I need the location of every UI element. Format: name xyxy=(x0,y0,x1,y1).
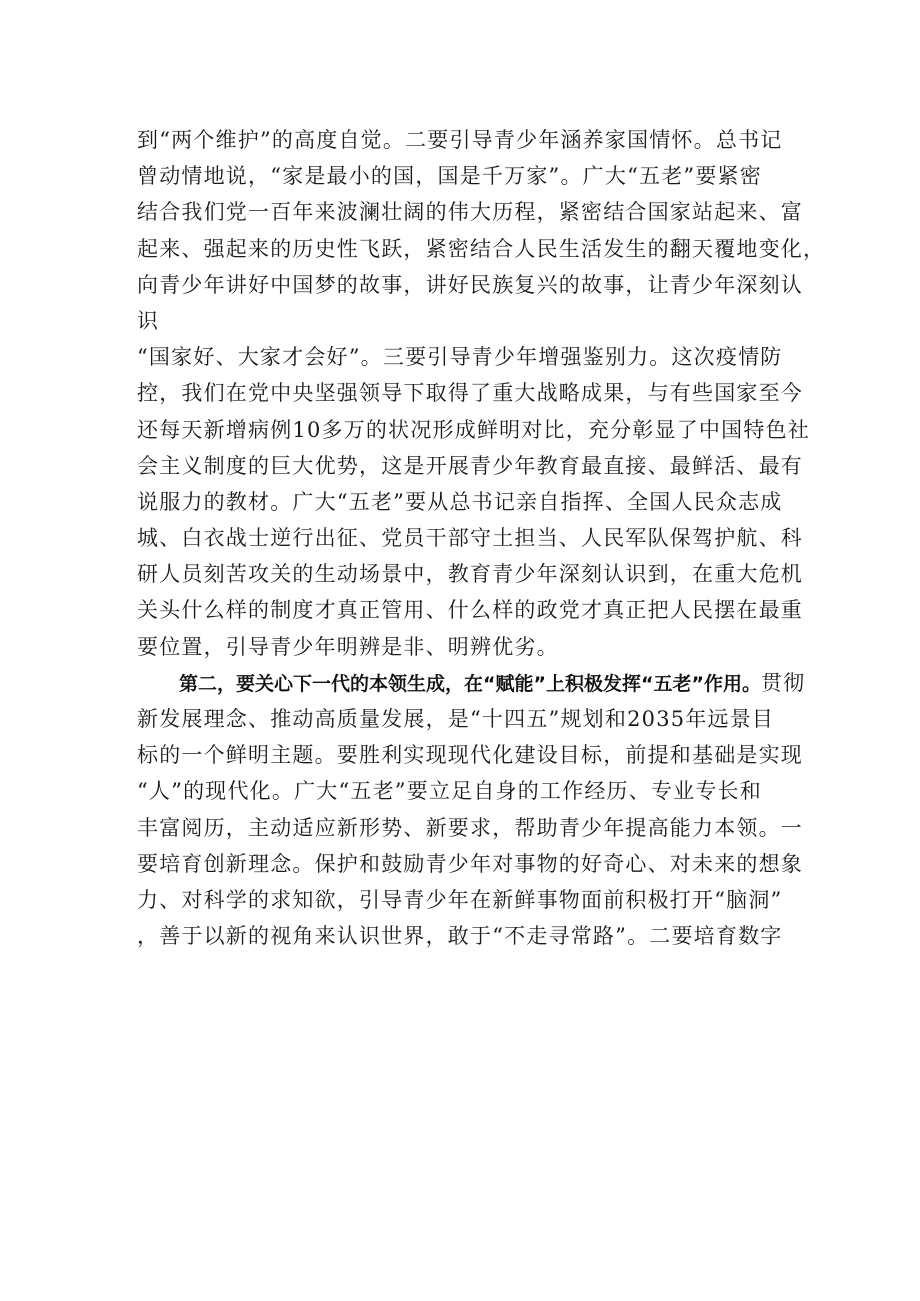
text-line: 丰富阅历，主动适应新形势、新要求，帮助青少年提高能力本领。一 xyxy=(137,815,803,840)
text-line: 关头什么样的制度才真正管用、什么样的政党才真正把人民摆在最重 xyxy=(137,598,803,623)
text-line: 控，我们在党中央坚强领导下取得了重大战略成果，与有些国家至今 xyxy=(137,381,803,406)
text-line: “国家好、大家才会好”。三要引导青少年增强鉴别力。这次疫情防 xyxy=(137,345,783,370)
text-line: 还每天新增病例10多万的状况形成鲜明对比，充分彰显了中国特色社 xyxy=(137,417,810,442)
text-line: 标的一个鲜明主题。要胜利实现现代化建设目标，前提和基础是实现 xyxy=(137,743,803,768)
text-line: 新发展理念、推动高质量发展，是“十四五”规划和2035年远景目 xyxy=(137,707,775,731)
text-line: 研人员刻苦攻关的生动场景中，教育青少年深刻认识到，在重大危机 xyxy=(137,562,803,587)
text-line: 说服力的教材。广大“五老”要从总书记亲自指挥、全国人民众志成 xyxy=(137,489,783,514)
text-line: 识 xyxy=(137,308,160,333)
text-line: 向青少年讲好中国梦的故事，讲好民族复兴的故事，让青少年深刻认 xyxy=(137,272,803,297)
text-line: ，善于以新的视角来认识世界，敢于“不走寻常路”。二要培育数字 xyxy=(137,924,783,949)
text-line: 会主义制度的巨大优势，这是开展青少年教育最直接、最鲜活、最有 xyxy=(137,453,803,478)
body-text xyxy=(137,122,826,954)
text-line: “人”的现代化。广大“五老”要立足自身的工作经历、专业专长和 xyxy=(137,779,762,804)
text-line: 到“两个维护”的高度自觉。二要引导青少年涵养家国情怀。总书记 xyxy=(137,128,783,152)
text-line: 城、白衣战士逆行出征、党员干部守土担当、人民军队保驾护航、科 xyxy=(137,526,803,551)
text-line: 要位置，引导青少年明辨是非、明辨优劣。 xyxy=(137,634,559,659)
text-line: 曾动情地说，“家是最小的国，国是千万家”。广大“五老”要紧密 xyxy=(137,164,762,189)
text-line: 力、对科学的求知欲，引导青少年在新鲜事物面前积极打开“脑洞” xyxy=(137,887,783,912)
section-heading-line xyxy=(137,665,806,701)
text-line: 起来、强起来的历史性飞跃，紧密结合人民生活发生的翻天覆地变化， xyxy=(137,236,826,261)
text-line: 结合我们党一百年来波澜壮阔的伟大历程，紧密结合国家站起来、富 xyxy=(137,200,803,225)
section-heading: 第二，要关心下一代的本领生成，在“赋能”上积极发挥“五老”作用。 xyxy=(179,672,761,695)
section-heading-tail: 贯彻 xyxy=(760,670,806,695)
text-line: 要培育创新理念。保护和鼓励青少年对事物的好奇心、对未来的想象 xyxy=(137,851,803,876)
